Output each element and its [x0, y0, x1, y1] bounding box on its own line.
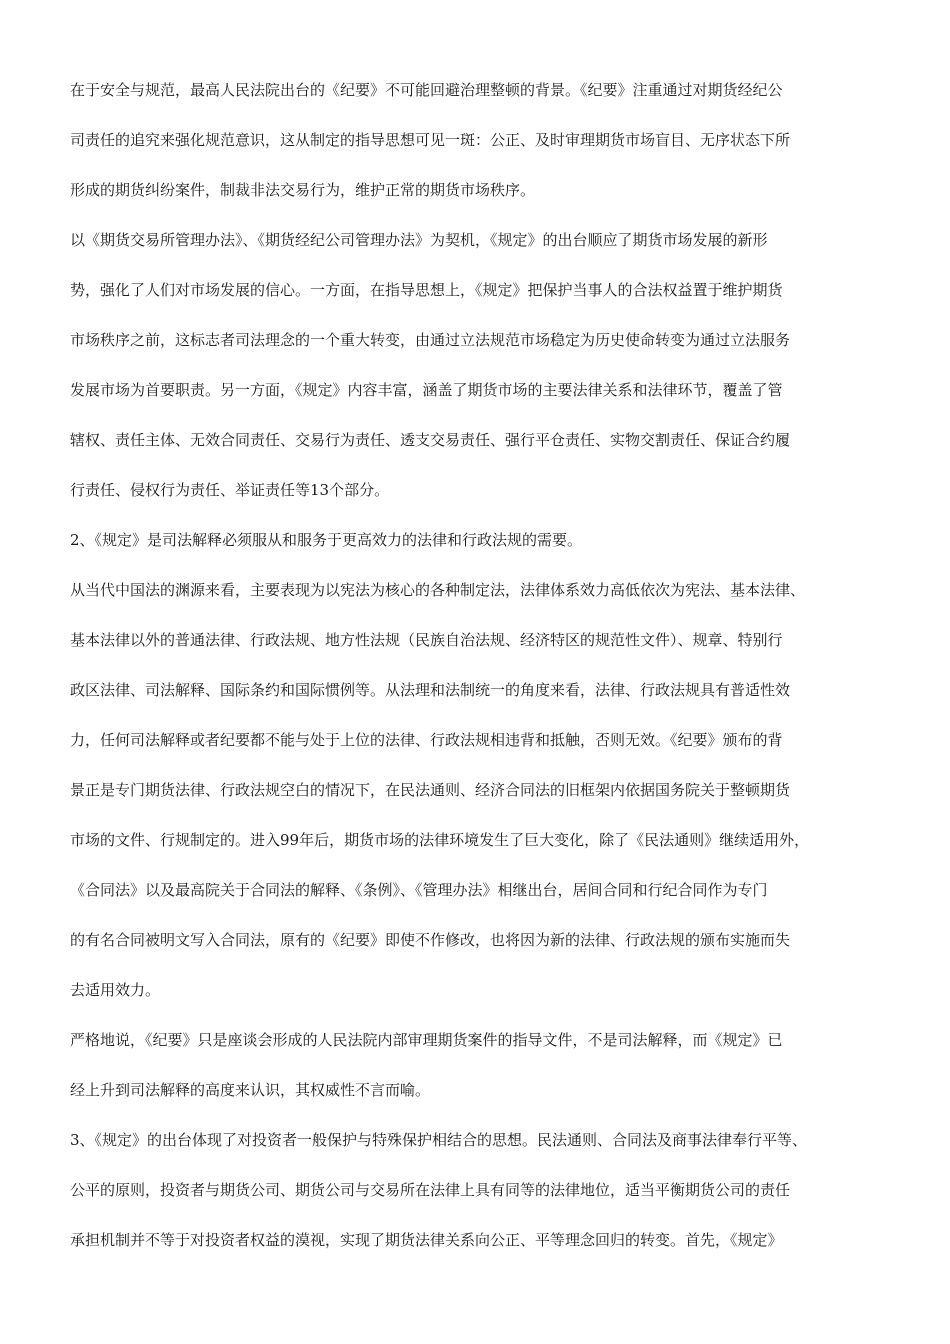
- text-line: 严格地说，《纪要》只是座谈会形成的人民法院内部审理期货案件的指导文件，不是司法解释，而《规定》已: [70, 1031, 783, 1049]
- text-line: 经上升到司法解释的高度来认识，其权威性不言而喻。: [70, 1081, 431, 1099]
- text-line: 基本法律以外的普通法律、行政法规、地方性法规（民族自治法规、经济特区的规范性文件）、规章、特别行: [70, 631, 783, 649]
- text-line: 从当代中国法的渊源来看，主要表现为以宪法为核心的各种制定法，法律体系效力高低依次为宪法、基本法律、: [70, 581, 806, 599]
- text-line: 势，强化了人们对市场发展的信心。一方面，在指导思想上，《规定》把保护当事人的合法权益置于维护期货: [70, 281, 783, 299]
- text-line: 行责任、侵权行为责任、举证责任等13个部分。: [70, 481, 390, 499]
- section-heading-2: 2、《规定》是司法解释必须服从和服务于更高效力的法律和行政法规的需要。: [70, 531, 583, 549]
- text-line: 司责任的追究来强化规范意识，这从制定的指导思想可见一斑：公正、及时审理期货市场盲目、无序状态下所: [70, 131, 791, 149]
- text-line: 政区法律、司法解释、国际条约和国际惯例等。从法理和法制统一的角度来看，法律、行政法规具有普适性效: [70, 681, 791, 699]
- text-line: 以《期货交易所管理办法》、《期货经纪公司管理办法》为契机，《规定》的出台顺应了期货市场发展的新形: [70, 231, 768, 249]
- text-line: 市场秩序之前，这标志者司法理念的一个重大转变，由通过立法规范市场稳定为历史使命转变为通过立法服务: [70, 331, 791, 349]
- text-line: 形成的期货纠纷案件，制裁非法交易行为，维护正常的期货市场秩序。: [70, 181, 536, 199]
- text-line: 去适用效力。: [70, 981, 161, 999]
- text-line: 力，任何司法解释或者纪要都不能与处于上位的法律、行政法规相违背和抵触，否则无效。《纪要》颁布的背: [70, 731, 783, 749]
- text-line: 《合同法》以及最高院关于合同法的解释、《条例》、《管理办法》相继出台，居间合同和行纪合同作为专门: [70, 881, 768, 899]
- text-line: 市场的文件、行规制定的。进入99年后，期货市场的法律环境发生了巨大变化，除了《民法通则》继续适用外，: [70, 831, 810, 849]
- text-line: 发展市场为首要职责。另一方面，《规定》内容丰富，涵盖了期货市场的主要法律关系和法律环节，覆盖了管: [70, 381, 783, 399]
- text-line: 公平的原则，投资者与期货公司、期货公司与交易所在法律上具有同等的法律地位，适当平衡期货公司的责任: [70, 1181, 791, 1199]
- text-line: 辖权、责任主体、无效合同责任、交易行为责任、透支交易责任、强行平仓责任、实物交割责任、保证合约履: [70, 431, 791, 449]
- text-line: 的有名合同被明文写入合同法，原有的《纪要》即使不作修改，也将因为新的法律、行政法规的颁布实施而失: [70, 931, 791, 949]
- text-line: 在于安全与规范，最高人民法院出台的《纪要》不可能回避治理整顿的背景。《纪要》注重通过对期货经纪公: [70, 81, 783, 99]
- text-line: 景正是专门期货法律、行政法规空白的情况下，在民法通则、经济合同法的旧框架内依据国务院关于整顿期货: [70, 781, 791, 799]
- section-heading-3: 3、《规定》的出台体现了对投资者一般保护与特殊保护相结合的思想。民法通则、合同法及商事法律奉行平等、: [70, 1131, 808, 1149]
- text-line: 承担机制并不等于对投资者权益的漠视，实现了期货法律关系向公正、平等理念回归的转变。首先，《规定》: [70, 1231, 783, 1249]
